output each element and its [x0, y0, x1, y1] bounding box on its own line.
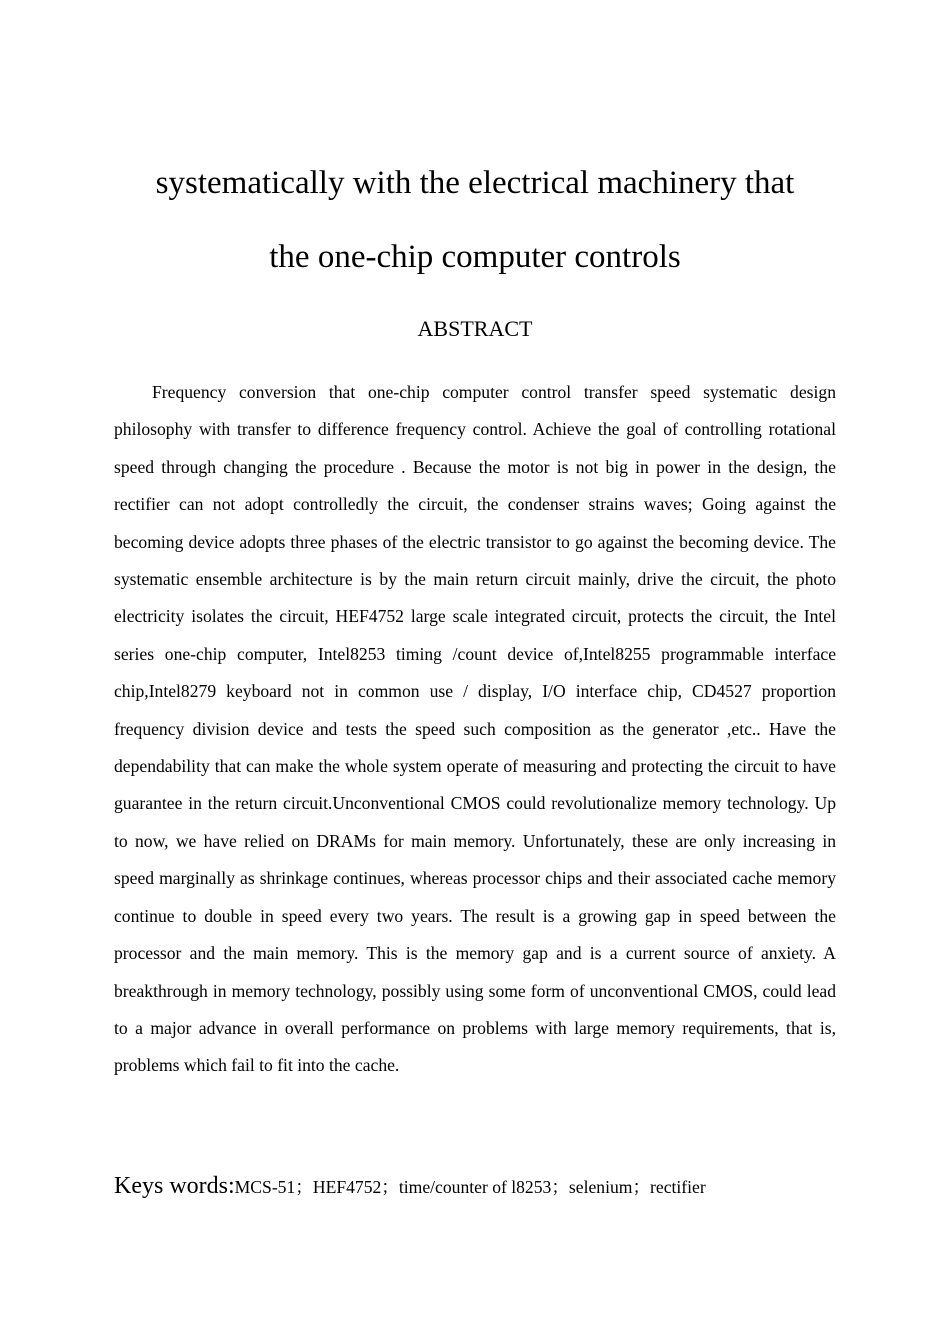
keywords-values: MCS-51；HEF4752；time/counter of l8253；selenium；rectifier [234, 1177, 706, 1197]
abstract-heading: ABSTRACT [417, 316, 533, 341]
title-line-1: systematically with the electrical machinery that [155, 165, 795, 201]
title-line-2: the one-chip computer controls [269, 239, 681, 275]
keywords-label: Keys words: [114, 1173, 235, 1199]
document-title [80, 146, 870, 294]
keywords-line [114, 1168, 854, 1207]
abstract-body: Frequency conversion that one-chip computer control transfer speed systematic design philosophy with transfer to difference frequency control. Achieve the goal of controlling rotational speed through changing the procedure . Because the motor is not big in power in the design, the rectifier can not adopt controlledly the circuit, the condenser strains waves; Going against the becoming device adopts three phases of the electric transistor to go against the becoming device. The systematic ensemble architecture is by the main return circuit mainly, drive the circuit, the photo electricity isolates the circuit, HEF4752 large scale integrated circuit, protects the circuit, the Intel series one-chip computer, Intel8253 timing /count device of,Intel8255 programmable interface chip,Intel8279 keyboard not in common use / display, I/O interface chip, CD4527 proportion frequency division device and tests the speed such composition as the generator ,etc.. Have the dependability that can make the whole system operate of measuring and protecting the circuit to have guarantee in the return circuit.Unconventional CMOS could revolutionalize memory technology. Up to now, we have relied on DRAMs for main memory. Unfortunately, these are only increasing in speed marginally as shrinkage continues, whereas processor chips and their associated cache memory continue to double in speed every two years. The result is a growing gap in speed between the processor and the main memory. This is the memory gap and is a current source of anxiety. A breakthrough in memory technology, possibly using some form of unconventional CMOS, could lead to a major advance in overall performance on problems with large memory requirements, that is, problems which fail to fit into the cache. [114, 382, 836, 1076]
